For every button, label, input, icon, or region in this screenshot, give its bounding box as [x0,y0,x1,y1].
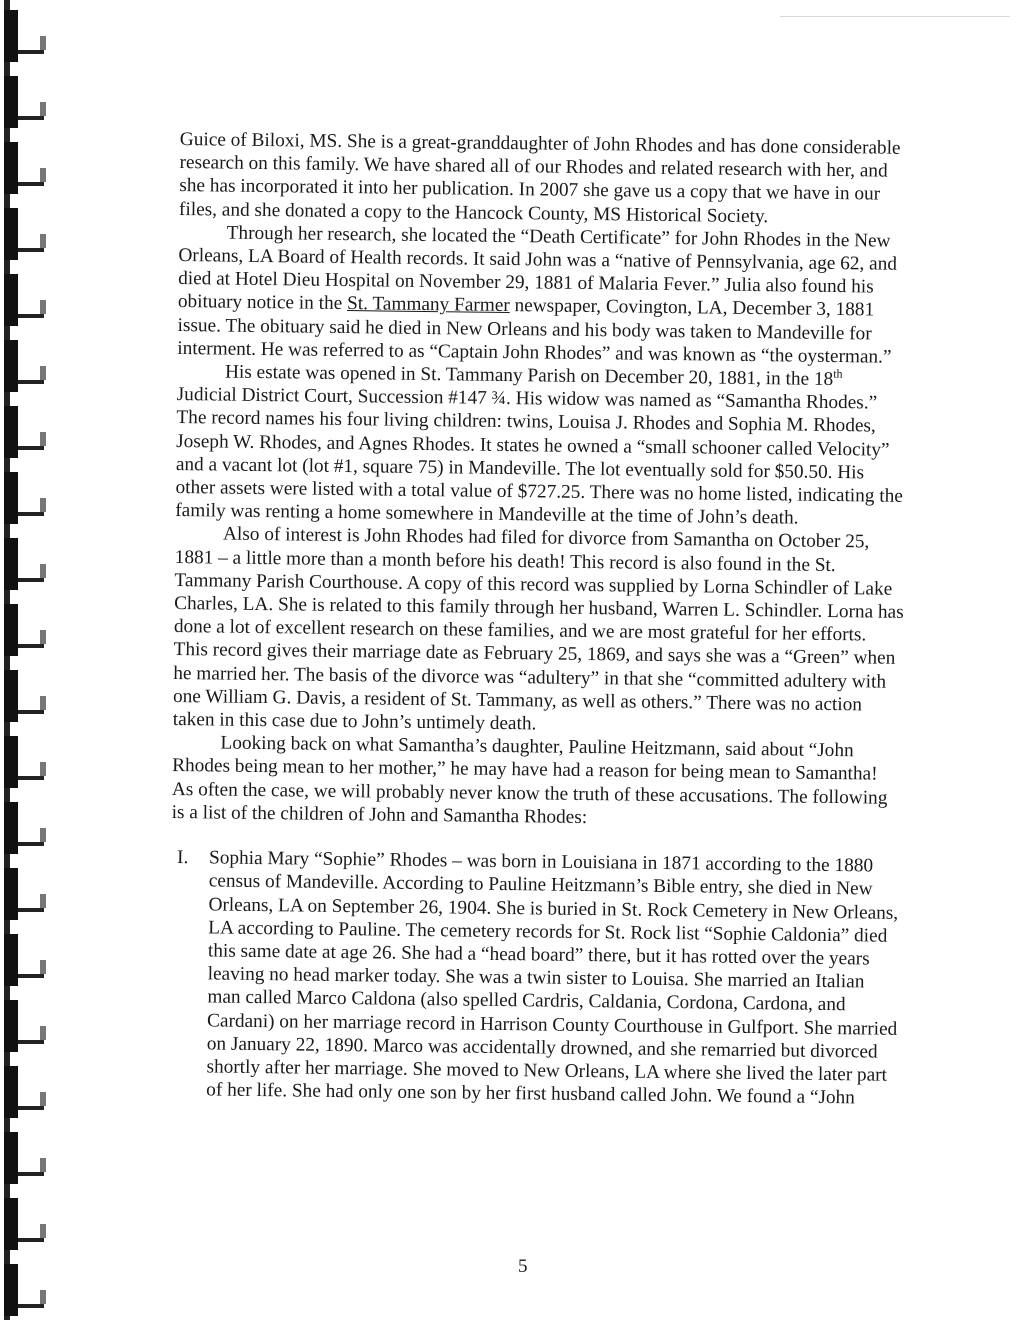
binding-ring [4,274,18,326]
binding-ring [40,1158,46,1172]
binding-ring [40,1092,46,1106]
binding-ring [18,182,44,186]
binding-ring [4,670,18,722]
binding-ring [40,432,46,446]
binding-ring [40,828,46,842]
spiral-binding [0,0,64,1320]
binding-ring [18,776,44,780]
paragraph-death-certificate-text-a: Through her research, she located the “Death Certificate” for John Rhodes in the New Orleans, LA Board of Health records. It said John was a “native of Pennsylvania, age 62, and died at Hotel Dieu Hospital on November 29, 1881 of Malaria Fever.” Julia also found his obituary notice in the [177,222,898,315]
paragraph-intro [179,128,910,230]
binding-ring [4,1198,18,1250]
binding-ring [18,908,44,912]
scan-edge-line [780,16,1010,17]
binding-ring [4,472,18,524]
list-item-sophia [168,846,901,1110]
list-item-text: Sophia Mary “Sophie” Rhodes – was born in Louisiana in 1871 according to the 1880 census of Mandeville. According to Pauline Heitzmann’s Bible entry, she died in New Orleans, LA on September 26, 1904. She is buried in St. Rock Cemetery in New Orleans, LA according to Pauline. The cemetery records for St. Rock list “Sophie Caldonia” died this same date at age 26. She had a “head board” there, but it has rotted over the years leaving no head marker today. She was a twin sister to Louisa. She married an Italian man called Marco Caldona (also spelled Cardris, Caldania, Cordona, Cardona, and Cardani) on her marriage record in Harrison County Courthouse in Gulfport. She married on January 22, 1890. Marco was accidentally drowned, and she remarried but divorced shortly after her marriage. She moved to New Orleans, LA where she lived the later part of her life. She had only one son by her first husband called John. We found a “John [206,847,899,1109]
binding-ring [40,234,46,248]
binding-ring [4,76,18,128]
binding-ring [4,10,18,62]
binding-ring [4,1264,18,1316]
document-body [168,128,910,1110]
paragraph-death-certificate-text-b: newspaper, Covington, LA, December 3, 1881 issue. The obituary said he died in New Orleans and his body was taken to Mandeville for interment. He was referred to as “Captain John Rhodes” and was known as “the oysterman.” [177,295,892,368]
binding-ring [40,1290,46,1304]
binding-ring [18,446,44,450]
binding-ring [40,696,46,710]
binding-ring [4,340,18,392]
binding-ring [40,102,46,116]
binding-ring [18,314,44,318]
binding-ring [18,512,44,516]
paragraph-looking-back-text: Looking back on what Samantha’s daughter, Pauline Heitzmann, said about “John Rhodes being mean to her mother,” he may have had a reason for being mean to Samantha! As often the case, we will probably never know the truth of these accusations. The following is a list of the children of John and Samantha Rhodes: [171,732,888,828]
binding-ring [4,868,18,920]
binding-ring [4,736,18,788]
binding-ring [18,1172,44,1176]
binding-ring [4,0,10,1320]
binding-ring [4,1132,18,1184]
page-number: 5 [518,1256,528,1277]
binding-ring [18,1304,44,1308]
binding-ring [4,934,18,986]
binding-ring [40,894,46,908]
binding-ring [18,1238,44,1242]
binding-ring [18,50,44,54]
binding-ring [18,710,44,714]
binding-ring [4,142,18,194]
paragraph-looking-back [171,731,902,833]
binding-ring [40,960,46,974]
binding-ring [18,1106,44,1110]
binding-ring [40,168,46,182]
binding-ring [40,366,46,380]
binding-ring [18,974,44,978]
list-item-number: I. [176,847,189,869]
binding-ring [18,116,44,120]
binding-ring [4,1066,18,1118]
binding-ring [40,300,46,314]
binding-ring [40,1224,46,1238]
newspaper-title: St. Tammany Farmer [346,293,510,317]
paragraph-intro-text: Guice of Biloxi, MS. She is a great-granddaughter of John Rhodes and has done considerable research on this family. We have shared all of our Rhodes and related research with her, and she has incorporated it into her publication. In 2007 she gave us a copy that we have in our files, and she donated a copy to the Hancock County, MS Historical Society. [178,128,901,227]
binding-ring [18,644,44,648]
paragraph-estate-text-a: His estate was opened in St. Tammany Parish on December 20, 1881, in the 18 [224,361,834,391]
paragraph-death-certificate [177,221,909,369]
binding-ring [18,578,44,582]
binding-ring [40,36,46,50]
binding-ring [4,538,18,590]
binding-ring [18,248,44,252]
binding-ring [40,1026,46,1040]
paragraph-estate-text-b: Judicial District Court, Succession #147 ¾. His widow was named as “Samantha Rhodes.” The record names his four living children: twins, Louisa J. Rhodes and Sophia M. Rhodes, Joseph W. Rhodes, and Agnes Rhodes. It states he owned a “small schooner called Velocity” and a vacant lot (lot #1, square 75) in Mandeville. The lot eventually sold for $50.50. His other assets were listed with a total value of $727.25. There was no home listed, indicating the family was renting a home somewhere in Mandeville at the time of John’s death. [175,384,904,529]
binding-ring [18,1040,44,1044]
binding-ring [40,564,46,578]
paragraph-divorce-text: Also of interest is John Rhodes had filed for divorce from Samantha on October 25, 1881 – a little more than a month before his death! This record is also found in the St. Tammany Parish Courthouse. A copy of this record was supplied by Lorna Schindler of Lake Charles, LA. She is related to this family through her husband, Warren L. Schindler. Lorna has done a lot of excellent research on these families, and we are most grateful for her efforts. This record gives their marriage date as February 25, 1869, and says she was a “Green” when he married her. The basis of the divorce was “adultery” in that she “committed adultery with one William G. Davis, a resident of St. Tammany, as well as others.” There was no action taken in this case due to John’s untimely death. [172,524,904,735]
binding-ring [40,762,46,776]
binding-ring [4,406,18,458]
binding-ring [40,630,46,644]
binding-ring [4,1000,18,1052]
ordinal-suffix: th [833,366,843,381]
binding-ring [4,604,18,656]
binding-ring [40,498,46,512]
binding-ring [18,380,44,384]
binding-ring [18,842,44,846]
paragraph-estate [175,360,907,531]
binding-ring [4,802,18,854]
binding-ring [4,208,18,260]
paragraph-divorce [173,522,905,740]
